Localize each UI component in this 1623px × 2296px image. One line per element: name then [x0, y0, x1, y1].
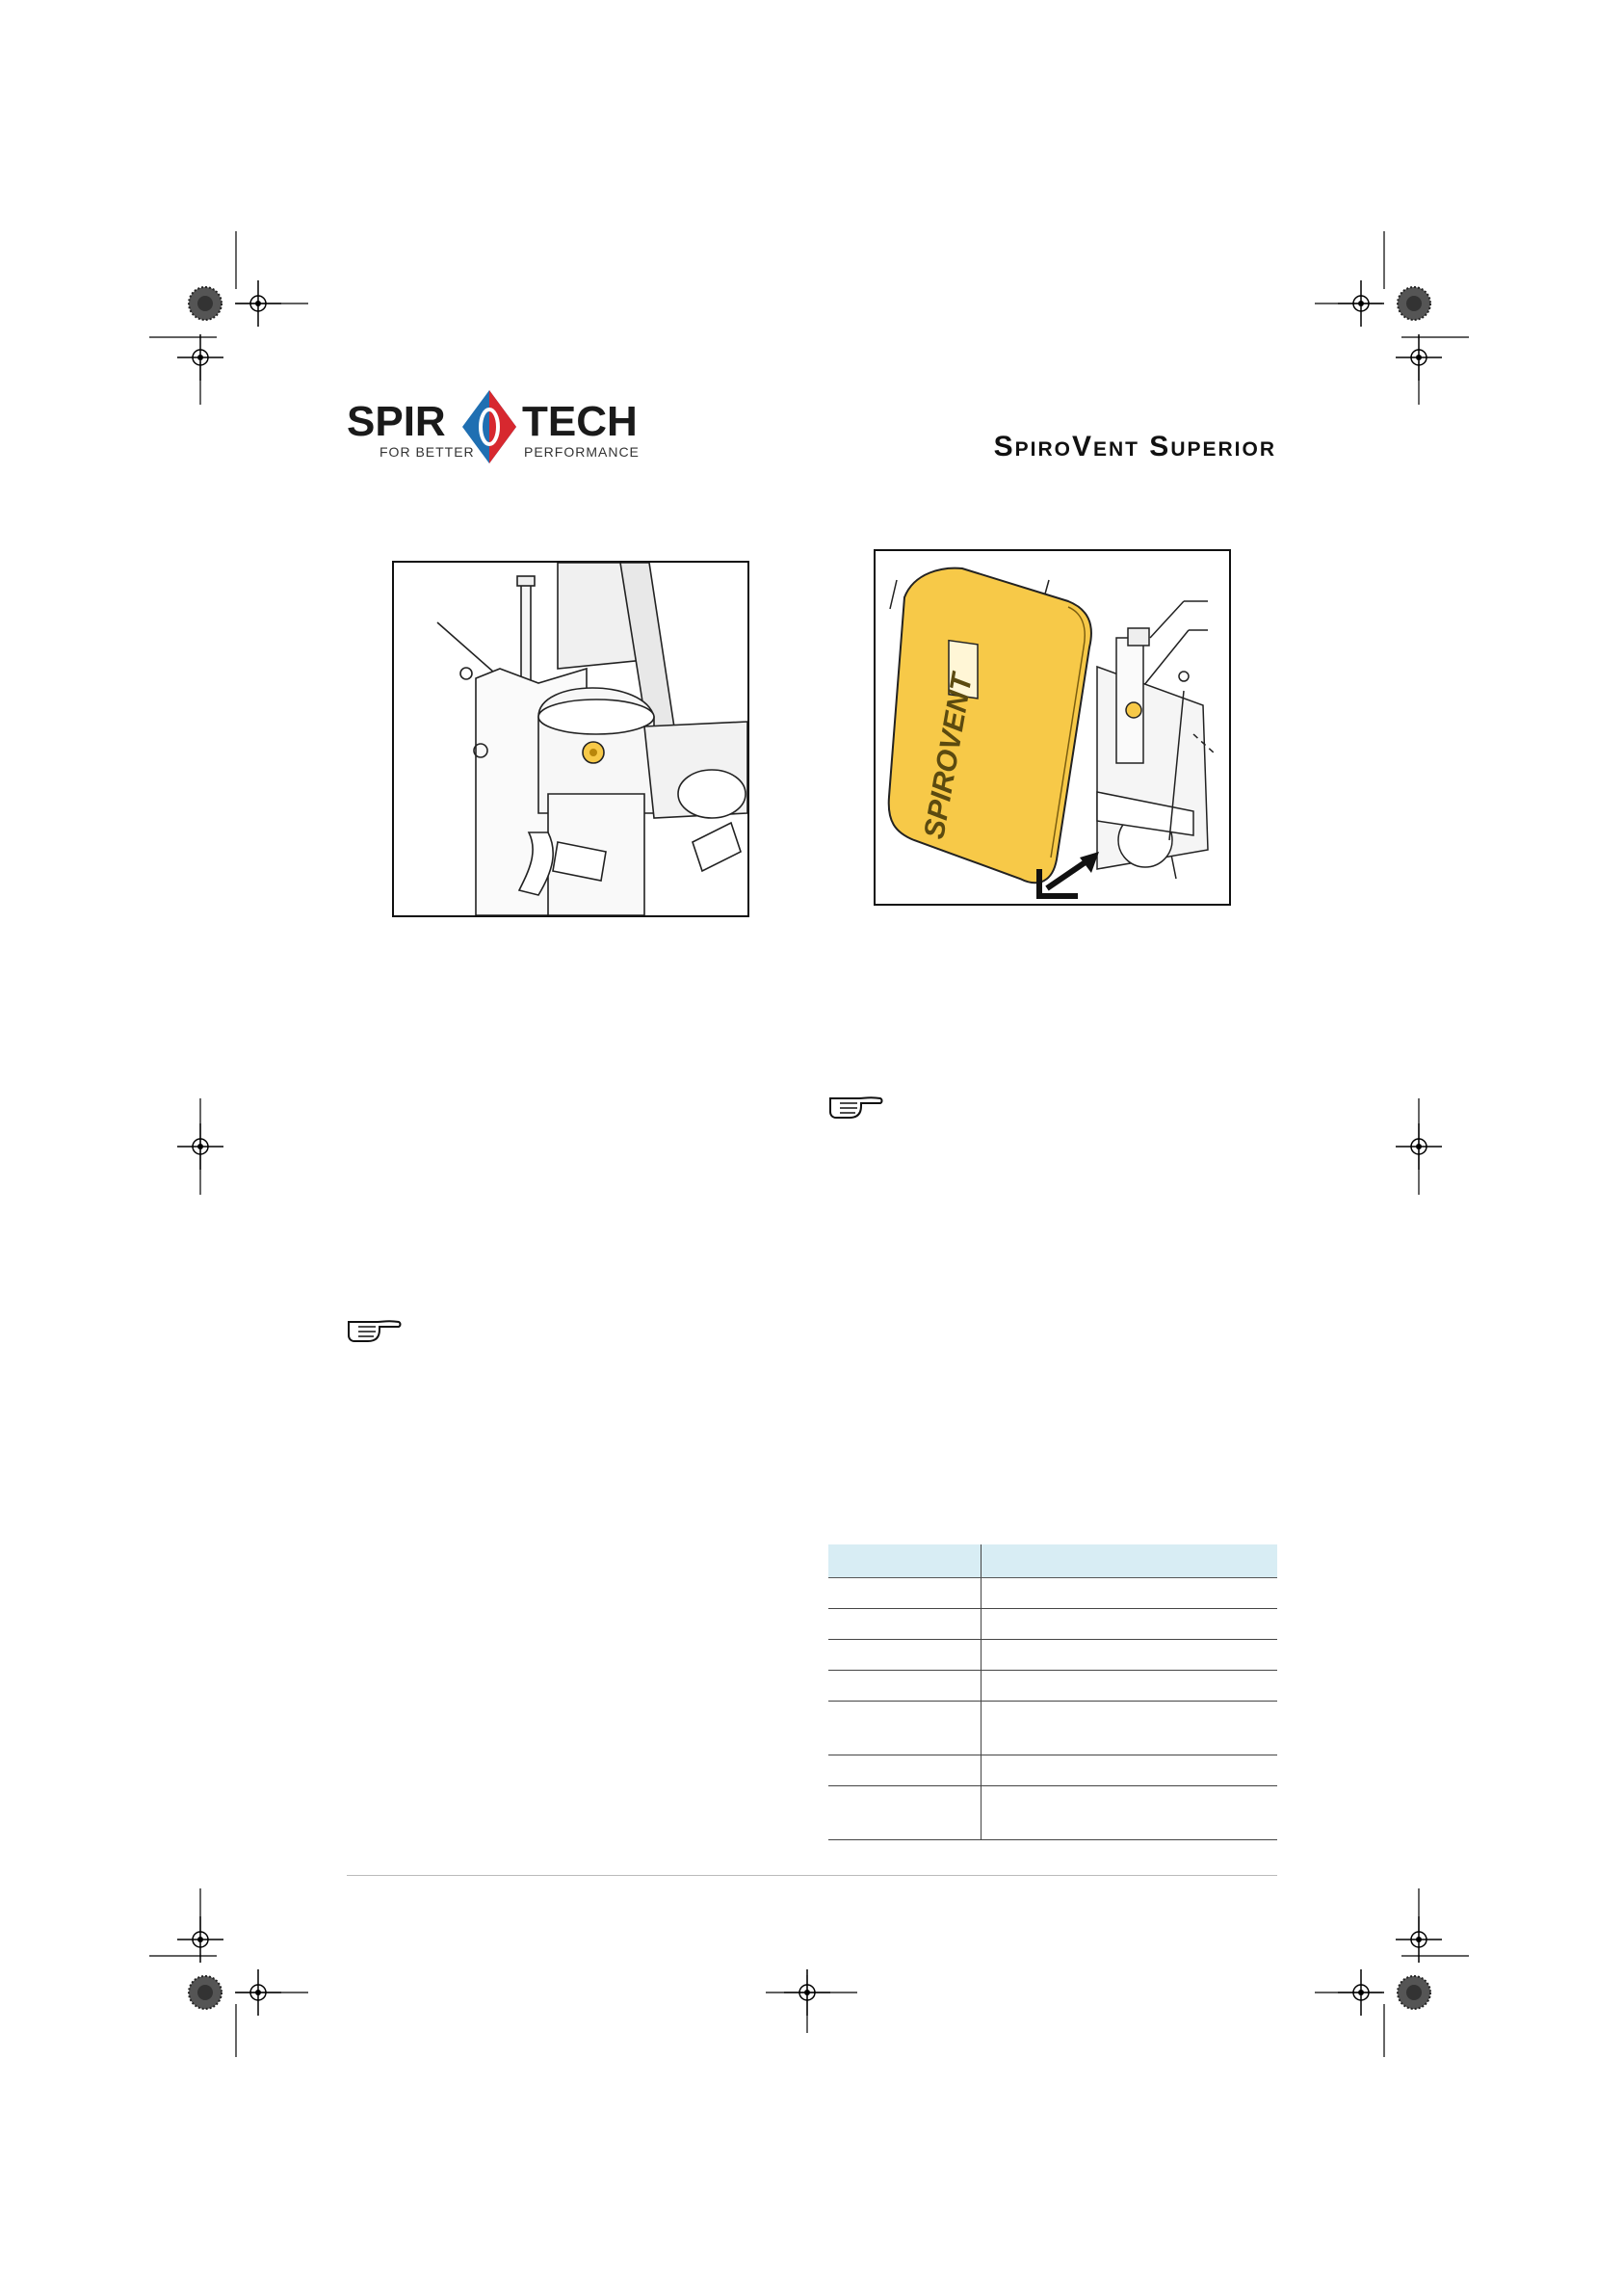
- table-header-cell: [982, 1544, 1278, 1578]
- table-cell: [982, 1786, 1278, 1840]
- device-cover-removal-drawing: [876, 551, 1229, 904]
- table-cell: [982, 1755, 1278, 1786]
- logo-tagline-right: PERFORMANCE: [524, 444, 640, 460]
- yellow-cover: [889, 568, 1091, 884]
- logo-tagline-left: FOR BETTER: [380, 444, 475, 460]
- table-cell: [982, 1640, 1278, 1671]
- table-cell: [828, 1578, 982, 1609]
- table-cell: [982, 1702, 1278, 1755]
- logo-brand-left: SPIR: [347, 398, 446, 445]
- spirotech-logo: [345, 385, 682, 467]
- table-row: [828, 1786, 1277, 1840]
- table-header-cell: [828, 1544, 982, 1578]
- table-cell: [828, 1755, 982, 1786]
- table-row: [828, 1609, 1277, 1640]
- table-cell: [828, 1609, 982, 1640]
- pointing-hand-icon: [345, 1312, 403, 1350]
- table-row: [828, 1640, 1277, 1671]
- figure-cover-removal: [874, 549, 1231, 906]
- table-cell: [828, 1702, 982, 1755]
- page-title: SpiroVent Superior: [993, 431, 1276, 462]
- table-cell: [828, 1786, 982, 1840]
- logo-brand-right: TECH: [522, 398, 638, 445]
- pointing-hand-icon: [826, 1089, 884, 1126]
- table-cell: [828, 1640, 982, 1671]
- table-cell: [982, 1578, 1278, 1609]
- table-header-row: [828, 1544, 1277, 1578]
- table-cell: [982, 1671, 1278, 1702]
- table-row: [828, 1671, 1277, 1702]
- table-row: [828, 1578, 1277, 1609]
- valve-highlight-icon: [583, 742, 604, 763]
- valve-closeup-drawing: [394, 563, 747, 915]
- table-row: [828, 1702, 1277, 1755]
- figure-valve-closeup: [392, 561, 749, 917]
- footer-divider: [347, 1875, 1277, 1876]
- spec-table: [828, 1544, 1277, 1840]
- table-cell: [982, 1609, 1278, 1640]
- cover-brand-text: SPIROVENT: [918, 671, 979, 842]
- table-cell: [828, 1671, 982, 1702]
- table-row: [828, 1755, 1277, 1786]
